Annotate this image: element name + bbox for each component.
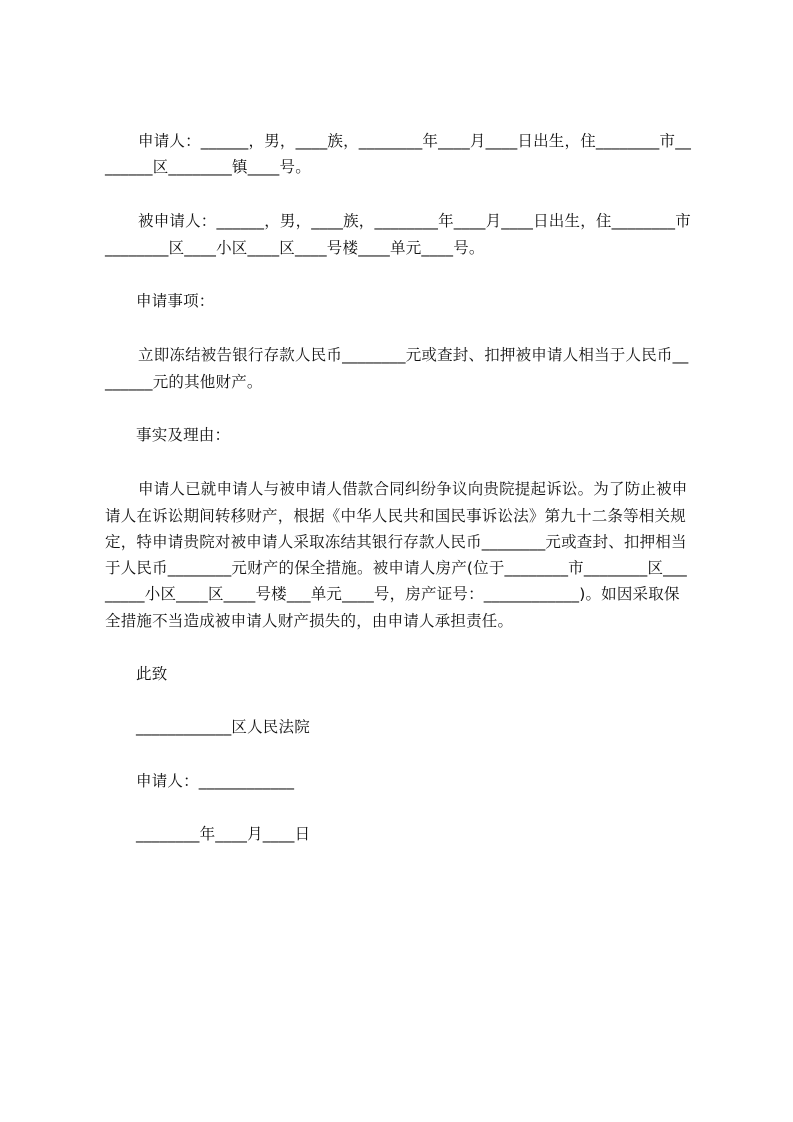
respondent-info-line-2: ________区____小区____区____号楼____单元____号。	[105, 239, 485, 257]
applicant-info-line-2: ______区________镇____号。	[105, 158, 311, 176]
respondent-info-line-1: 被申请人：______，男，____族，________年____月____日出生，住________市	[138, 212, 691, 230]
request-body-line-1: 立即冻结被告银行存款人民币________元或查封、扣押被申请人相当于人民币__	[138, 346, 689, 364]
facts-body-line-6: 全措施不当造成被申请人财产损失的，由申请人承担责任。	[105, 612, 514, 630]
request-body-line-2: ______元的其他财产。	[105, 373, 263, 391]
court-name: ____________区人民法院	[136, 718, 310, 736]
facts-body-line-5: _____小区____区____号楼___单元____号，房产证号：____________)。如因采取保	[105, 585, 680, 603]
facts-body-line-2: 请人在诉讼期间转移财产，根据《中华人民共和国民事诉讼法》第九十二条等相关规	[105, 507, 686, 525]
facts-heading: 事实及理由：	[136, 426, 231, 444]
facts-body-line-1: 申请人已就申请人与被申请人借款合同纠纷争议向贵院提起诉讼。为了防止被申	[138, 480, 688, 498]
facts-body-line-4: 于人民币________元财产的保全措施。被申请人房产(位于________市________区___	[105, 559, 687, 577]
date-line: ________年____月____日	[136, 825, 311, 843]
salutation: 此致	[136, 665, 168, 683]
request-heading: 申请事项：	[136, 292, 215, 310]
facts-body-line-3: 定，特申请贵院对被申请人采取冻结其银行存款人民币________元或查封、扣押相当	[105, 533, 687, 551]
applicant-info-line-1: 申请人：______，男，____族，________年____月____日出生，住________市__	[138, 132, 692, 150]
applicant-signature: 申请人：____________	[136, 772, 295, 790]
